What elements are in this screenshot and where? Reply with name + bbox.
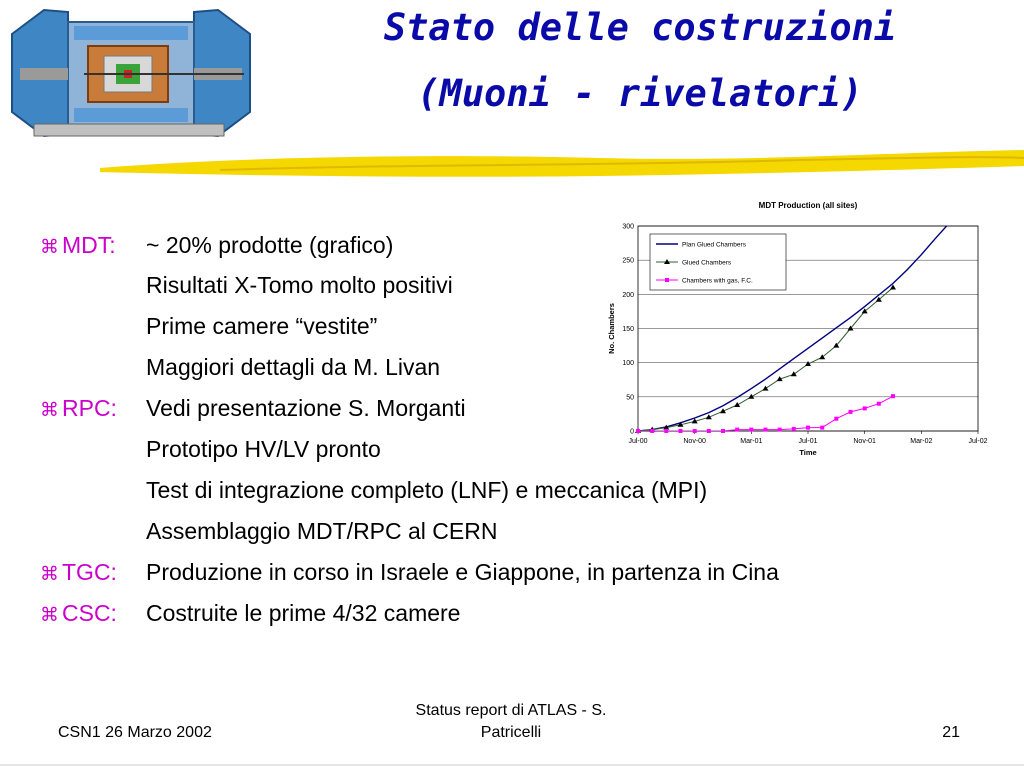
gas-chambers-point bbox=[764, 428, 768, 432]
mdt-production-chart bbox=[598, 196, 988, 468]
y-tick-label: 250 bbox=[622, 257, 634, 265]
y-tick-label: 100 bbox=[622, 360, 634, 368]
gas-chambers-point bbox=[849, 410, 853, 414]
gas-chambers-point bbox=[877, 402, 881, 406]
bullet-mdt bbox=[40, 230, 393, 260]
y-tick-label: 50 bbox=[626, 394, 634, 402]
bullet-continuation: Test di integrazione completo (LNF) e meccanica (MPI) bbox=[146, 477, 708, 503]
slide-title-line1: Stato delle costruzioni bbox=[383, 6, 897, 49]
x-tick-label: Jul-00 bbox=[628, 438, 648, 445]
slide-title-line2: (Muoni - rivelatori) bbox=[417, 72, 863, 115]
legend-marker bbox=[665, 278, 669, 282]
bullet-symbol: ⌘ bbox=[40, 399, 59, 421]
yellow-highlight-stroke bbox=[100, 146, 1024, 182]
bullet-continuation: Risultati X-Tomo molto positivi bbox=[146, 272, 453, 298]
bullet-symbol: ⌘ bbox=[40, 604, 59, 626]
gas-chambers-point bbox=[693, 429, 697, 433]
bullet-label-mdt: MDT: bbox=[62, 232, 116, 258]
footer-center bbox=[380, 700, 642, 744]
gas-chambers-point bbox=[636, 429, 640, 433]
gas-chambers-point bbox=[664, 429, 668, 433]
atlas-detector-logo bbox=[4, 4, 256, 144]
bullet-continuation: Prime camere “vestite” bbox=[146, 313, 378, 339]
gas-chambers-point bbox=[707, 429, 711, 433]
bullet-rpc bbox=[40, 393, 466, 423]
bullet-tgc bbox=[40, 557, 779, 587]
legend-label: Glued Chambers bbox=[682, 259, 732, 267]
gas-chambers-point bbox=[735, 428, 739, 432]
y-tick-label: 300 bbox=[622, 223, 634, 231]
gas-chambers-point bbox=[679, 429, 683, 433]
footer-center-line1: Status report di ATLAS - S. bbox=[415, 702, 607, 719]
footer-date: CSN1 26 Marzo 2002 bbox=[58, 724, 212, 741]
y-tick-label: 150 bbox=[622, 326, 634, 333]
gas-chambers-point bbox=[820, 426, 824, 430]
bullet-continuation: Prototipo HV/LV pronto bbox=[146, 436, 381, 462]
bullet-text: Vedi presentazione S. Morganti bbox=[146, 395, 466, 421]
gas-chambers-point bbox=[749, 428, 753, 432]
bullet-text: Produzione in corso in Israele e Giappone, in partenza in Cina bbox=[146, 559, 779, 585]
bullet-symbol: ⌘ bbox=[40, 563, 59, 585]
y-tick-label: 200 bbox=[622, 291, 634, 299]
x-tick-label: Mar-02 bbox=[910, 438, 933, 445]
legend-label: Plan Glued Chambers bbox=[682, 241, 746, 249]
gas-chambers-point bbox=[721, 429, 725, 433]
bullet-text: ~ 20% prodotte (grafico) bbox=[146, 232, 394, 258]
chart-title: MDT Production (all sites) bbox=[758, 201, 858, 210]
footer-center-line2: Patricelli bbox=[480, 724, 542, 741]
x-axis-label: Time bbox=[799, 448, 817, 457]
bullet-continuation: Assemblaggio MDT/RPC al CERN bbox=[146, 518, 498, 544]
gas-chambers-point bbox=[792, 427, 796, 431]
gas-chambers-point bbox=[806, 426, 810, 430]
bullet-continuation: Maggiori dettagli da M. Livan bbox=[146, 354, 441, 380]
y-axis-label: No. Chambers bbox=[607, 303, 616, 354]
bullet-label-csc: CSC: bbox=[62, 600, 117, 626]
bullet-csc bbox=[40, 598, 460, 628]
x-tick-label: Jul-02 bbox=[968, 438, 988, 445]
gas-chambers-point bbox=[650, 429, 654, 433]
gas-chambers-point bbox=[891, 394, 895, 398]
page-number: 21 bbox=[942, 724, 960, 741]
footer-divider bbox=[0, 764, 1024, 766]
gas-chambers-point bbox=[834, 417, 838, 421]
x-tick-label: Mar-01 bbox=[740, 438, 763, 445]
bullet-symbol: ⌘ bbox=[40, 236, 59, 258]
y-tick-label: 0 bbox=[630, 428, 634, 436]
x-tick-label: Nov-00 bbox=[683, 438, 706, 445]
bullet-text: Costruite le prime 4/32 camere bbox=[146, 600, 461, 626]
x-tick-label: Jul-01 bbox=[798, 438, 818, 445]
gas-chambers-point bbox=[778, 428, 782, 432]
x-tick-label: Nov-01 bbox=[853, 438, 876, 445]
gas-chambers-point bbox=[863, 406, 867, 410]
bullet-label-tgc: TGC: bbox=[62, 559, 117, 585]
legend-label: Chambers with gas, F.C. bbox=[682, 277, 753, 285]
bullet-label-rpc: RPC: bbox=[62, 395, 117, 421]
